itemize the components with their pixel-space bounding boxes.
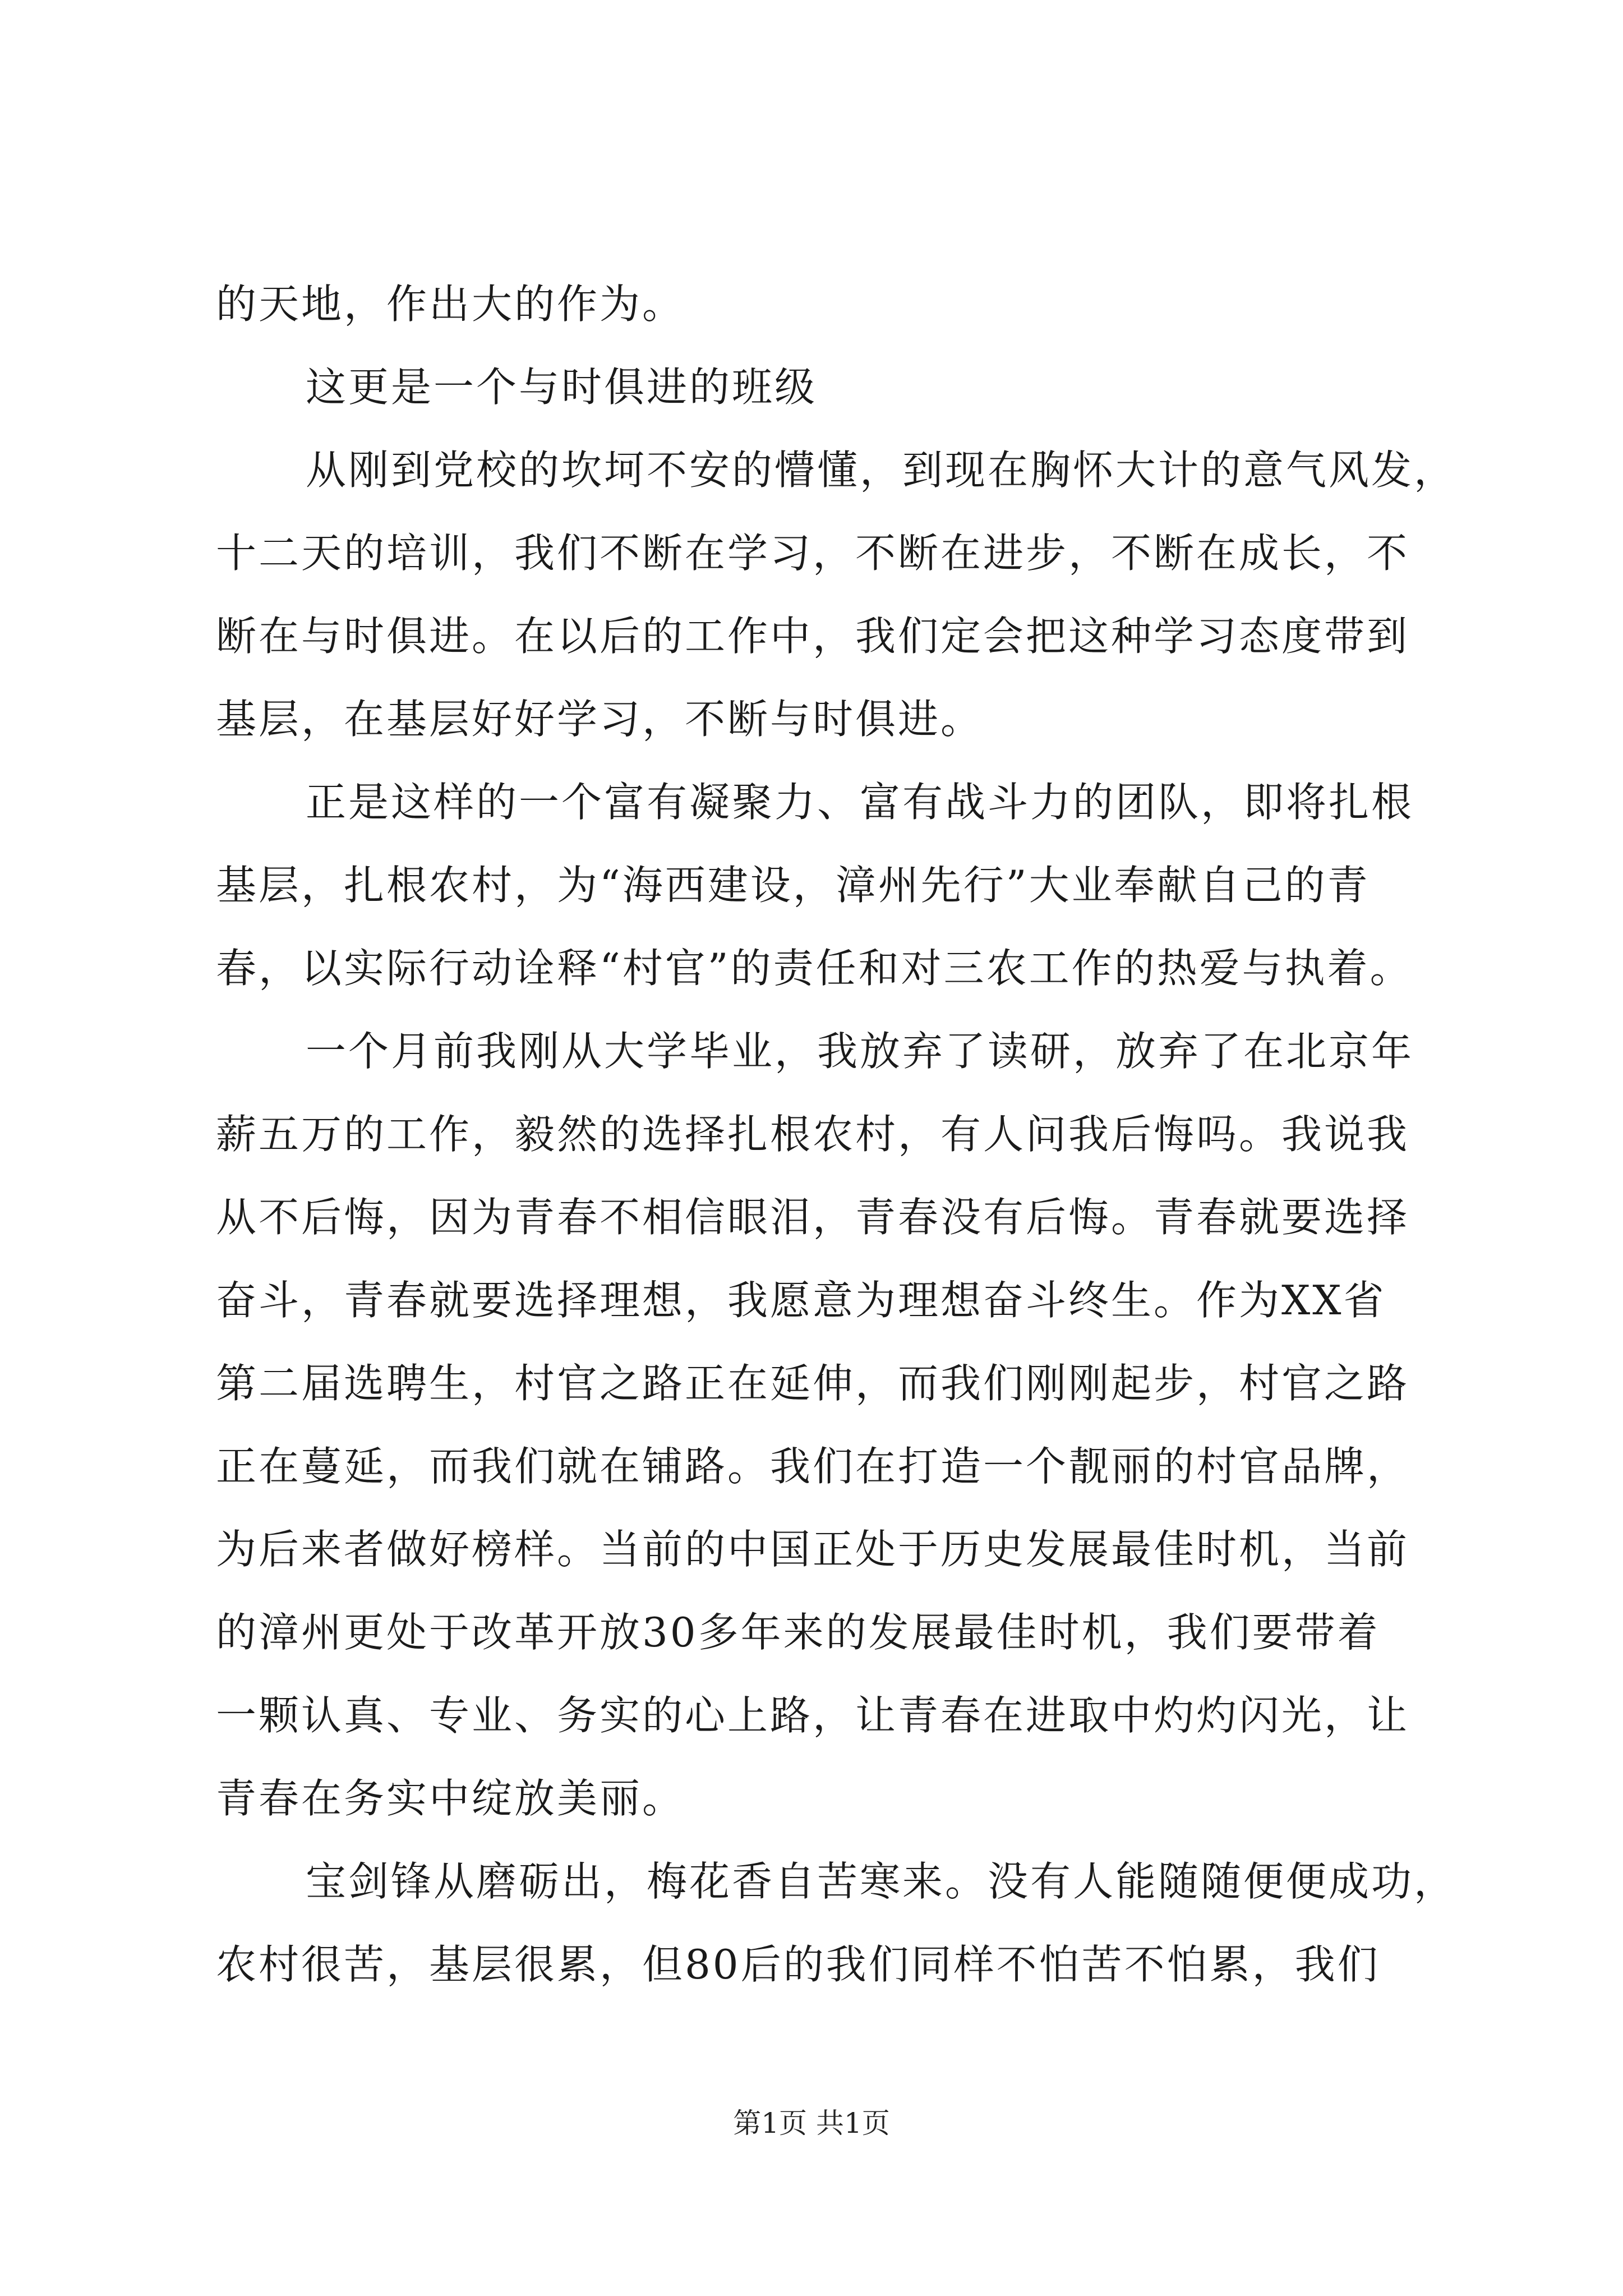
section-heading: 这更是一个与时俱进的班级: [306, 364, 818, 411]
text-line: 的天地，作出大的作为。: [216, 280, 685, 328]
text-line: 从不后悔，因为青春不相信眼泪，青春没有后悔。青春就要选择: [216, 1194, 1410, 1241]
text-line: 奋斗，青春就要选择理想，我愿意为理想奋斗终生。作为XX省: [216, 1277, 1386, 1324]
text-line: 正是这样的一个富有凝聚力、富有战斗力的团队，即将扎根: [306, 779, 1414, 826]
text-line: 的漳州更处于改革开放30多年来的发展最佳时机，我们要带着: [216, 1609, 1380, 1656]
text-line: 正在蔓延，而我们就在铺路。我们在打造一个靓丽的村官品牌，: [216, 1443, 1410, 1490]
text-line: 十二天的培训，我们不断在学习，不断在进步，不断在成长，不: [216, 530, 1410, 577]
text-line: 农村很苦，基层很累，但80后的我们同样不怕苦不怕累，我们: [216, 1941, 1380, 1988]
text-line: 青春在务实中绽放美丽。: [216, 1775, 685, 1822]
text-line: 宝剑锋从磨砺出，梅花香自苦寒来。没有人能随随便便成功，: [306, 1858, 1457, 1905]
document-body: [216, 263, 1457, 2006]
text-line: 一个月前我刚从大学毕业，我放弃了读研，放弃了在北京年: [306, 1028, 1414, 1075]
page-footer: 第1页 共1页: [733, 2107, 890, 2139]
text-line: 为后来者做好榜样。当前的中国正处于历史发展最佳时机，当前: [216, 1526, 1410, 1573]
text-line: 基层，在基层好好学习，不断与时俱进。: [216, 696, 984, 743]
text-line: 薪五万的工作，毅然的选择扎根农村，有人问我后悔吗。我说我: [216, 1111, 1410, 1158]
text-line: 一颗认真、专业、务实的心上路，让青春在进取中灼灼闪光，让: [216, 1692, 1410, 1739]
text-line: 断在与时俱进。在以后的工作中，我们定会把这种学习态度带到: [216, 613, 1410, 660]
text-line: 第二届选聘生，村官之路正在延伸，而我们刚刚起步，村官之路: [216, 1360, 1410, 1407]
text-line: 从刚到党校的坎坷不安的懵懂，到现在胸怀大计的意气风发，: [306, 447, 1457, 494]
text-line: 春，以实际行动诠释“村官”的责任和对三农工作的热爱与执着。: [216, 945, 1413, 992]
text-line: 基层，扎根农村，为“海西建设，漳州先行”大业奉献自己的青: [216, 862, 1370, 909]
